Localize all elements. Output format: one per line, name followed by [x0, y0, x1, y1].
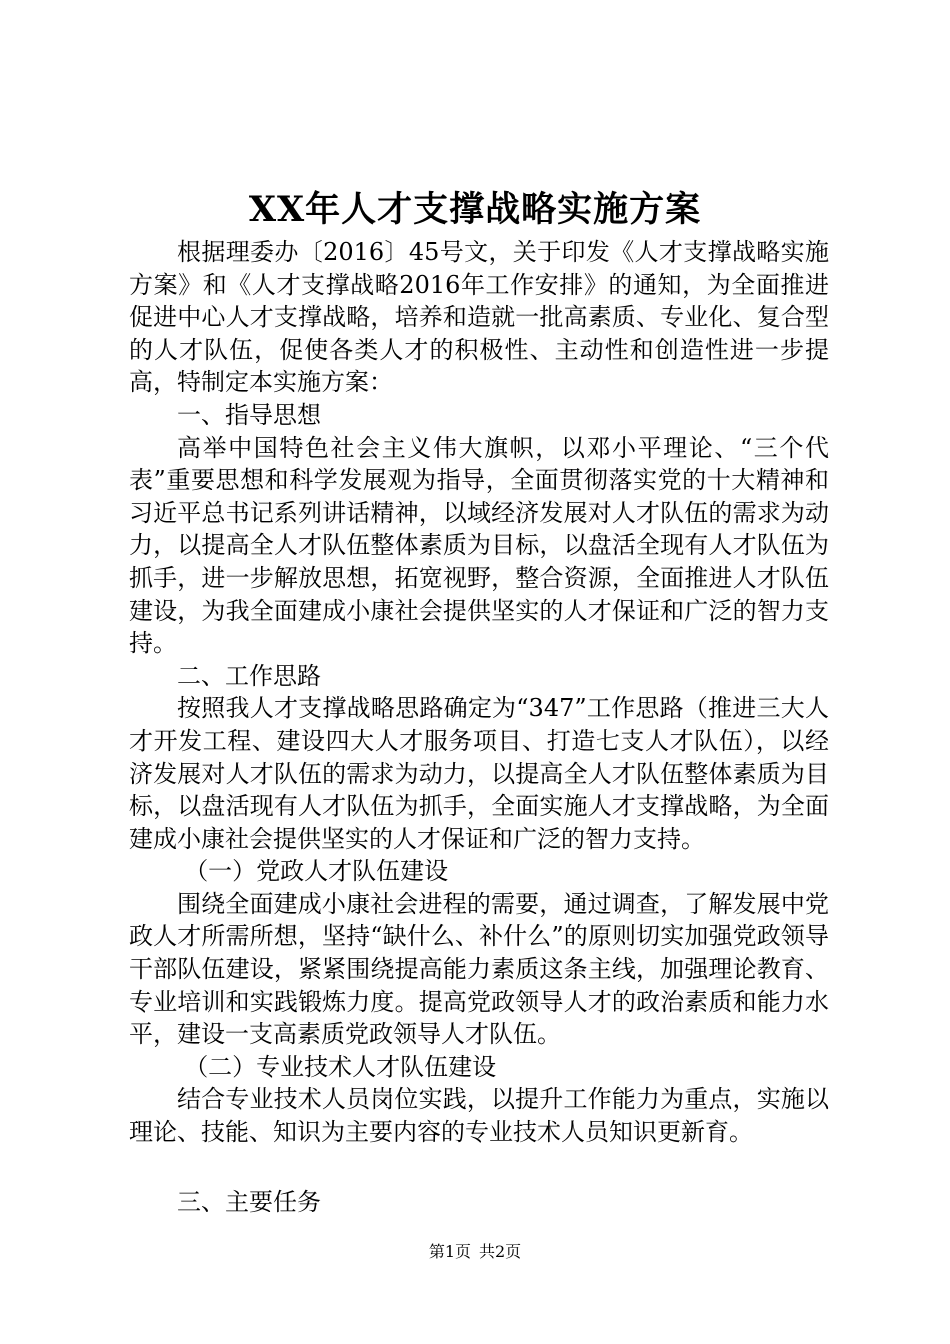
page-footer: [0, 1242, 950, 1262]
section-paragraph-work-approach: 按照我人才支撑战略思路确定为“347”工作思路（推进三大人才开发工程、建设四大人才服务项目、打造七支人才队伍），以经济发展对人才队伍的需求为动力，以提高全人才队伍整体素质为目标，以盘活现有人才队伍为抓手，全面实施人才支撑战略，为全面建成小康社会提供坚实的人才保证和广泛的智力支持。: [129, 694, 829, 853]
section-heading-work-approach: 二、工作思路: [177, 661, 321, 690]
subsection-heading-technical-talent: （二）专业技术人才队伍建设: [184, 1052, 497, 1081]
subsection-paragraph-technical-talent: 结合专业技术人员岗位实践，以提升工作能力为重点，实施以理论、技能、知识为主要内容的专业技术人员知识更新育。: [129, 1085, 829, 1147]
section-heading-main-tasks: 三、主要任务: [177, 1187, 321, 1216]
paragraph-spacer: [129, 1149, 829, 1186]
section-paragraph-guiding-ideology: 高举中国特色社会主义伟大旗帜，以邓小平理论、“三个代表”重要思想和科学发展观为指导，全面贯彻落实党的十大精神和习近平总书记系列讲话精神，以域经济发展对人才队伍的需求为动力，以提高全人才队伍整体素质为目标，以盘活全现有人才队伍为抓手，进一步解放思想，拓宽视野，整合资源，全面推进人才队伍建设，为我全面建成小康社会提供坚实的人才保证和广泛的智力支持。: [129, 433, 829, 658]
document-title: XX年人才支撑战略实施方案: [248, 189, 702, 230]
intro-paragraph: 根据理委办〔2016〕45号文，关于印发《人才支撑战略实施方案》和《人才支撑战略2016年工作安排》的通知，为全面推进促进中心人才支撑战略，培养和造就一批高素质、专业化、复合型的人才队伍，促使各类人才的积极性、主动性和创造性进一步提高，特制定本实施方案：: [129, 238, 829, 397]
section-heading-guiding-ideology: 一、指导思想: [177, 400, 321, 429]
subsection-paragraph-party-talent: 围绕全面建成小康社会进程的需要，通过调查，了解发展中党政人才所需所想，坚持“缺什么、补什么”的原则切实加强党政领导干部队伍建设，紧紧围绕提高能力素质这条主线，加强理论教育、专业培训和实践锻炼力度。提高党政领导人才的政治素质和能力水平，建设一支高素质党政领导人才队伍。: [129, 889, 829, 1049]
document-body: [129, 236, 829, 1218]
page-number-total: 共2页: [479, 1242, 522, 1261]
subsection-heading-party-talent: （一）党政人才队伍建设: [184, 857, 449, 886]
page-number-current: 第1页: [428, 1242, 471, 1261]
